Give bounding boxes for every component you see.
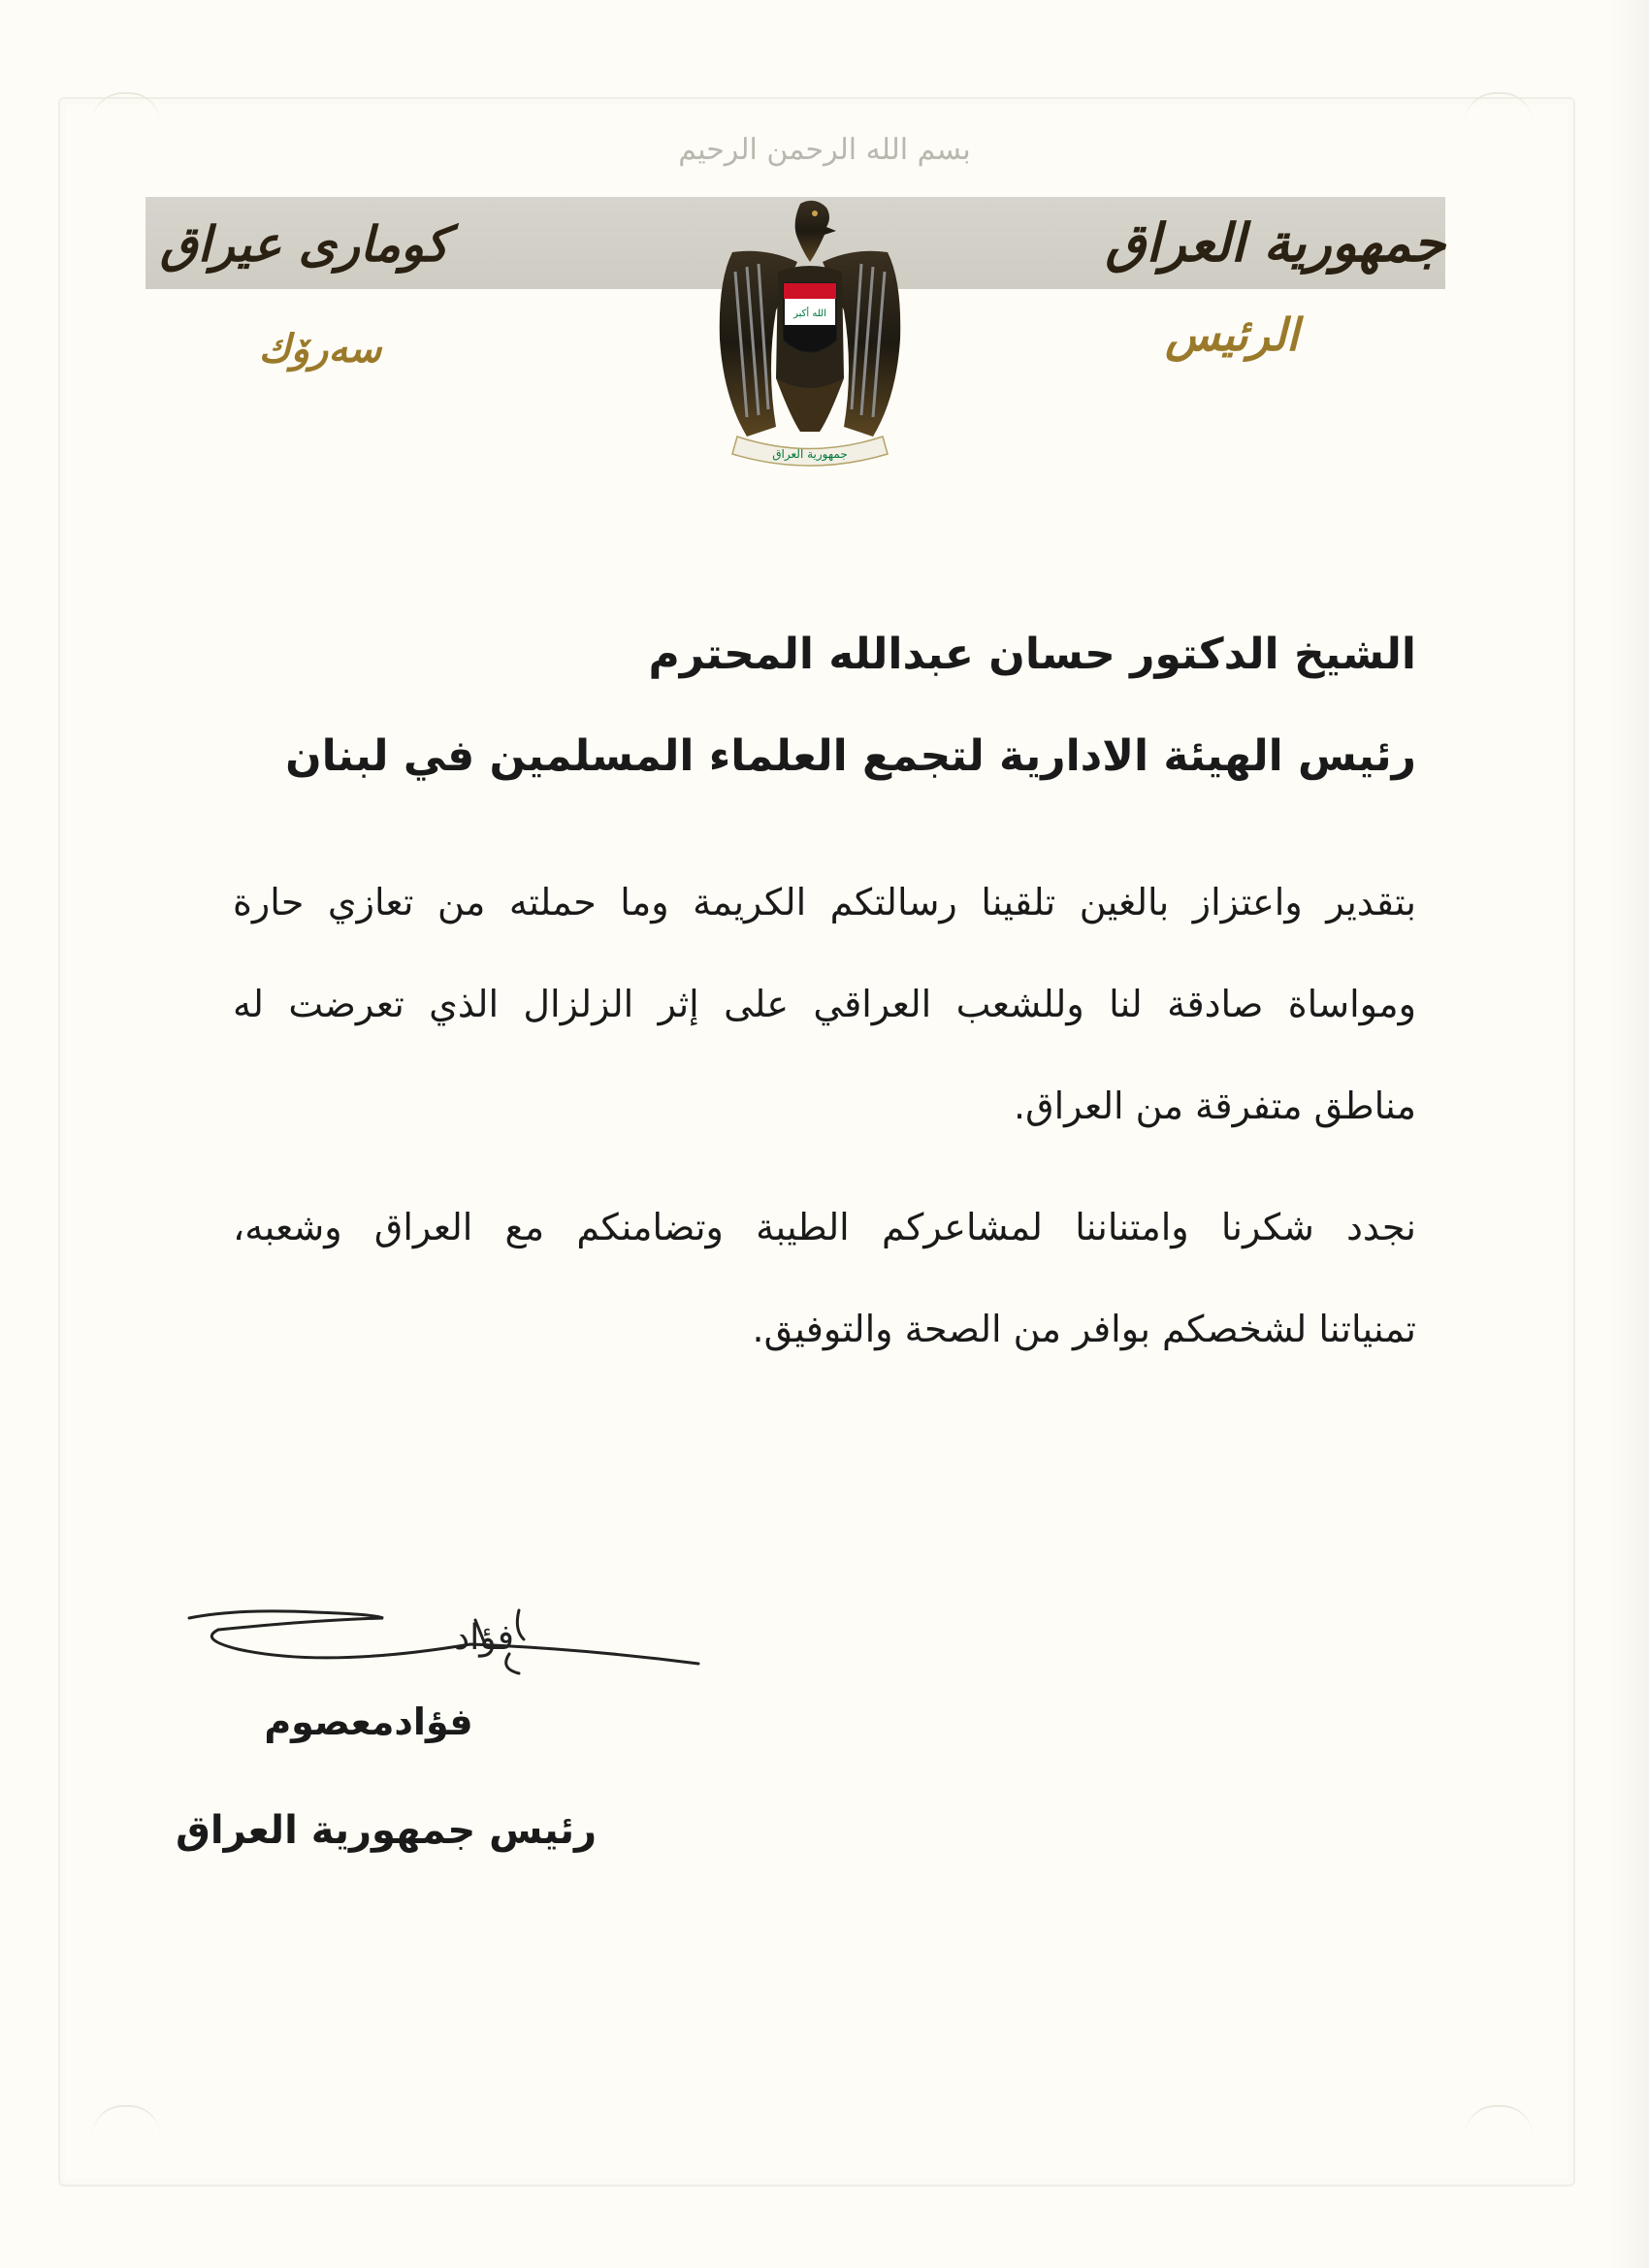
handwritten-signature-icon xyxy=(179,1601,703,1707)
recipient-block xyxy=(233,621,1416,791)
office-title-arabic: الرئيس xyxy=(1165,308,1299,361)
body-line: مناطق متفرقة من العراق. xyxy=(1014,1085,1416,1127)
emblem-takbir-text: الله أكبر xyxy=(793,308,826,319)
signatory-name: فؤادمعصوم xyxy=(264,1701,473,1743)
basmala-calligraphy: بسم الله الرحمن الرحيم xyxy=(678,133,971,167)
body-paragraph-1 xyxy=(233,873,1416,1135)
recipient-title: رئيس الهيئة الادارية لتجمع العلماء المسلمين في لبنان xyxy=(285,731,1416,781)
body-line: نجدد شكرنا وامتناننا لمشاعركم الطيبة وتضامنكم مع العراق وشعبه، xyxy=(233,1206,1416,1248)
body-line: تمنياتنا لشخصكم بوافر من الصحة والتوفيق. xyxy=(752,1308,1416,1350)
eagle-emblem-icon xyxy=(708,194,912,475)
body-line: ومواساة صادقة لنا وللشعب العراقي على إثر الزلزال الذي تعرضت له xyxy=(233,983,1416,1025)
emblem-ribbon-text: جمهورية العراق xyxy=(772,447,848,461)
office-title-kurdish: سەرۆك xyxy=(258,326,382,372)
signatory-title: رئيس جمهورية العراق xyxy=(176,1808,597,1853)
body-paragraph-2 xyxy=(233,1198,1416,1358)
signature-handwritten-text: فؤاد xyxy=(454,1618,514,1658)
body-line: بتقدير واعتزاز بالغين تلقينا رسالتكم الكريمة وما حملته من تعازي حارة xyxy=(233,881,1416,923)
country-name-kurdish: كوماری عیراق xyxy=(160,215,449,273)
page-edge-shadow xyxy=(1610,0,1649,2268)
country-name-arabic: جمهورية العراق xyxy=(1105,211,1445,274)
recipient-name: الشيخ الدكتور حسان عبدالله المحترم xyxy=(648,630,1416,679)
